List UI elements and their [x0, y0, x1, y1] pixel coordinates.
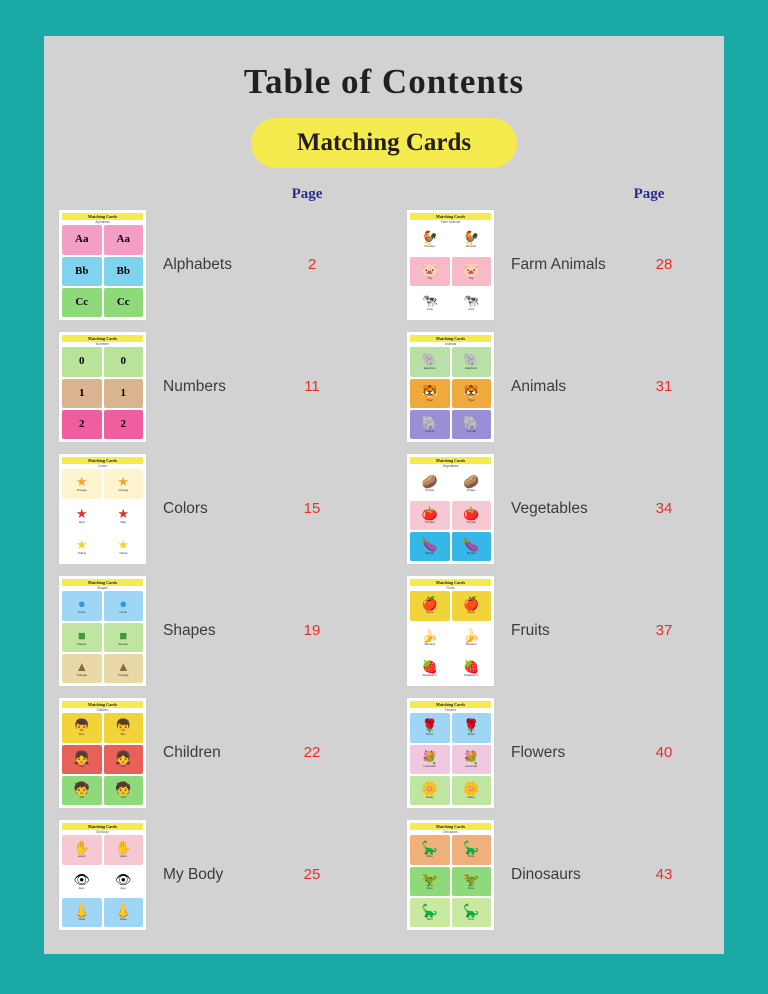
- thumbnail-cell-glyph: 🦖: [463, 871, 480, 887]
- thumbnail-cell-caption: Strawberry: [463, 673, 479, 678]
- thumbnail-cell: [410, 898, 450, 927]
- thumbnail-cell: [104, 776, 144, 805]
- thumbnail-cell-glyph: 🐄: [421, 293, 438, 309]
- contents-entry-label[interactable]: Vegetables: [511, 499, 588, 517]
- thumbnail-cell: [410, 835, 450, 864]
- thumbnail-cell: [452, 776, 492, 805]
- thumbnail-cell-glyph: Aa: [116, 233, 130, 246]
- thumbnail-cell: [62, 591, 102, 620]
- thumbnail-cell: [410, 469, 450, 498]
- thumbnail-cell-glyph: ★: [117, 537, 130, 553]
- thumbnail-cell-glyph: 🦖: [421, 871, 438, 887]
- thumbnail-cell: [104, 591, 144, 620]
- thumbnail-cell-glyph: ▲: [116, 659, 130, 675]
- thumbnail-cell-caption: Dino: [426, 885, 433, 890]
- card-thumbnail-shapes[interactable]: [58, 575, 147, 687]
- thumbnail-cell-caption: Girl: [120, 763, 126, 768]
- contents-entry-page-number[interactable]: 25: [303, 866, 321, 883]
- card-thumbnail-farm-animals[interactable]: [406, 209, 495, 321]
- thumbnail-cell: [62, 501, 102, 530]
- contents-row[interactable]: [44, 692, 384, 813]
- thumbnail-cell-glyph: ▲: [75, 659, 89, 675]
- thumbnail-grid: [62, 835, 143, 927]
- thumbnail-cell-glyph: 👦: [73, 718, 90, 734]
- thumbnail-cell-glyph: 🐯: [463, 383, 480, 399]
- thumbnail-cell-caption: Animal: [425, 429, 435, 434]
- contents-row[interactable]: [384, 570, 724, 691]
- contents-entry-label[interactable]: Farm Animals: [511, 255, 606, 273]
- thumbnail-title: Matching Cards: [410, 701, 491, 708]
- thumbnail-cell-caption: Dino: [468, 885, 475, 890]
- thumbnail-subtitle: Shapes: [62, 586, 143, 592]
- thumbnail-cell-glyph: 🧒: [115, 781, 132, 797]
- contents-entry-page-number[interactable]: 28: [655, 256, 673, 273]
- thumbnail-cell-glyph: 🐓: [421, 230, 438, 246]
- thumbnail-cell-glyph: 🥔: [463, 474, 480, 490]
- thumbnail-cell: [104, 532, 144, 561]
- thumbnail-cell-glyph: 👁: [114, 871, 132, 887]
- thumbnail-cell-caption: Cow: [426, 307, 433, 312]
- thumbnail-cell: [62, 347, 102, 376]
- thumbnail-cell-glyph: 🐷: [463, 261, 480, 277]
- thumbnail-cell: [62, 654, 102, 683]
- thumbnail-cell-caption: Pig: [427, 275, 432, 280]
- thumbnail-cell: [104, 257, 144, 286]
- thumbnail-cell-caption: Yellow: [77, 551, 87, 556]
- thumbnail-grid: [62, 713, 143, 805]
- contents-row[interactable]: [384, 692, 724, 813]
- thumbnail-cell-caption: Lavender: [423, 763, 436, 768]
- thumbnail-cell-caption: Nose: [78, 917, 86, 922]
- thumbnail-grid: [62, 591, 143, 683]
- thumbnail-cell: [104, 835, 144, 864]
- thumbnail-cell-caption: Yellow: [118, 551, 128, 556]
- thumbnail-cell-caption: Eye: [79, 885, 85, 890]
- thumbnail-cell-caption: Kid: [79, 795, 84, 800]
- thumbnail-cell-glyph: 🌼: [463, 781, 480, 797]
- thumbnail-cell-caption: Tiger: [467, 397, 475, 402]
- card-thumbnail-children[interactable]: [58, 697, 147, 809]
- thumbnail-cell-glyph: 🐘: [463, 352, 480, 368]
- contents-column-right: [384, 186, 724, 935]
- thumbnail-cell-caption: Boy: [79, 732, 85, 737]
- thumbnail-cell-glyph: 🧒: [73, 781, 90, 797]
- thumbnail-cell-caption: Boy: [120, 732, 126, 737]
- thumbnail-cell: [452, 347, 492, 376]
- thumbnail-cell-caption: Rooster: [465, 244, 477, 249]
- thumbnail-cell-caption: Orange: [76, 488, 87, 493]
- thumbnail-cell-glyph: ★: [75, 537, 88, 553]
- thumbnail-cell: [104, 623, 144, 652]
- card-thumbnail-colors[interactable]: [58, 453, 147, 565]
- thumbnail-cell-glyph: Cc: [75, 296, 89, 309]
- thumbnail-cell-glyph: 🍆: [463, 537, 480, 553]
- contents-column-left: [44, 186, 384, 935]
- thumbnail-cell: [104, 501, 144, 530]
- thumbnail-cell-glyph: 1: [79, 386, 85, 399]
- thumbnail-cell-caption: Hand: [119, 854, 127, 859]
- thumbnail-grid: [62, 347, 143, 439]
- thumbnail-cell: [104, 654, 144, 683]
- contents-columns: [44, 186, 724, 935]
- thumbnail-cell-glyph: 👃: [115, 903, 132, 919]
- thumbnail-cell: [410, 225, 450, 254]
- thumbnail-cell-caption: Orange: [118, 488, 129, 493]
- thumbnail-cell: [410, 745, 450, 774]
- thumbnail-cell: [104, 288, 144, 317]
- thumbnail-cell-glyph: 🍌: [463, 627, 480, 643]
- thumbnail-cell-caption: Dino: [468, 854, 475, 859]
- thumbnail-cell-caption: Girl: [79, 763, 85, 768]
- contents-entry-page-number[interactable]: 37: [655, 622, 673, 639]
- thumbnail-cell-caption: Banana: [466, 641, 477, 646]
- contents-entry-label[interactable]: My Body: [163, 865, 224, 883]
- page-title: Table of Contents: [243, 62, 525, 101]
- thumbnail-cell-glyph: ●: [77, 596, 86, 612]
- thumbnail-cell-glyph: 👁: [73, 871, 90, 887]
- contents-entry-label[interactable]: Flowers: [511, 743, 566, 761]
- page-column-header-right: Page: [633, 186, 665, 202]
- contents-entry-page-number[interactable]: 43: [655, 866, 673, 883]
- thumbnail-cell: [410, 347, 450, 376]
- thumbnail-cell-glyph: 🍅: [421, 505, 438, 521]
- thumbnail-cell-glyph: 👃: [73, 903, 90, 919]
- thumbnail-title: Matching Cards: [62, 213, 143, 220]
- thumbnail-cell-caption: Triangle: [76, 673, 88, 678]
- thumbnail-cell-glyph: 🍌: [421, 627, 438, 643]
- thumbnail-subtitle: Vegetables: [410, 464, 491, 470]
- card-thumbnail-dinosaurs[interactable]: [406, 819, 495, 931]
- thumbnail-grid: [410, 591, 491, 683]
- thumbnail-cell-caption: Square: [76, 641, 87, 646]
- thumbnail-cell: [410, 776, 450, 805]
- contents-entry-page-number[interactable]: 31: [655, 378, 673, 395]
- thumbnail-cell: [452, 745, 492, 774]
- thumbnail-cell: [410, 867, 450, 896]
- contents-row[interactable]: [44, 326, 384, 447]
- thumbnail-cell-glyph: 1: [120, 386, 126, 399]
- thumbnail-cell-glyph: 🦕: [463, 840, 480, 856]
- contents-entry-label[interactable]: Children: [163, 743, 221, 761]
- thumbnail-cell: [452, 532, 492, 561]
- thumbnail-cell-glyph: 🐓: [463, 230, 480, 246]
- thumbnail-cell-caption: Hand: [78, 854, 86, 859]
- thumbnail-cell: [410, 713, 450, 742]
- thumbnail-cell: [410, 501, 450, 530]
- thumbnail-cell-caption: Strawberry: [422, 673, 437, 678]
- thumbnail-subtitle: Children: [62, 708, 143, 714]
- thumbnail-cell: [410, 654, 450, 683]
- thumbnail-cell-caption: Red: [78, 519, 85, 524]
- thumbnail-cell-glyph: ★: [75, 505, 88, 521]
- contents-row[interactable]: [44, 448, 384, 569]
- thumbnail-cell-glyph: 👦: [115, 718, 132, 734]
- thumbnail-cell: [452, 623, 492, 652]
- thumbnail-cell-caption: Brinjal: [467, 551, 476, 556]
- thumbnail-cell: [104, 410, 144, 439]
- thumbnail-cell-glyph: 🌹: [421, 718, 438, 734]
- thumbnail-subtitle: Colors: [62, 464, 143, 470]
- thumbnail-title: Matching Cards: [62, 335, 143, 342]
- thumbnail-title: Matching Cards: [410, 213, 491, 220]
- contents-row[interactable]: [44, 814, 384, 935]
- thumbnail-cell-caption: Apple: [425, 610, 434, 615]
- thumbnail-cell-glyph: 🌹: [463, 718, 480, 734]
- thumbnail-cell-glyph: 🐘: [421, 415, 438, 431]
- thumbnail-subtitle: Fruits: [410, 586, 491, 592]
- thumbnail-cell-caption: Pig: [469, 275, 474, 280]
- thumbnail-cell-caption: Daisy: [467, 795, 475, 800]
- thumbnail-cell-caption: Nose: [119, 917, 127, 922]
- card-thumbnail-animals[interactable]: [406, 331, 495, 443]
- thumbnail-cell: [62, 379, 102, 408]
- card-thumbnail-my-body[interactable]: [58, 819, 147, 931]
- thumbnail-cell-caption: Dino: [426, 854, 433, 859]
- thumbnail-cell: [452, 288, 492, 317]
- thumbnail-cell-glyph: 🐷: [421, 261, 438, 277]
- thumbnail-cell-caption: Elephant: [423, 366, 436, 371]
- thumbnail-cell: [104, 469, 144, 498]
- thumbnail-cell-glyph: 🥔: [421, 474, 438, 490]
- thumbnail-cell-caption: Lavender: [464, 763, 478, 768]
- thumbnail-cell-glyph: 🐘: [463, 415, 480, 431]
- thumbnail-cell: [62, 867, 102, 896]
- thumbnail-cell: [452, 867, 492, 896]
- thumbnail-cell-glyph: 👧: [73, 749, 90, 765]
- contents-entry-label[interactable]: Fruits: [511, 621, 550, 639]
- card-thumbnail-fruits[interactable]: [406, 575, 495, 687]
- contents-entry-page-number[interactable]: 11: [304, 378, 320, 395]
- thumbnail-cell-caption: Potato: [466, 488, 476, 493]
- thumbnail-cell: [62, 835, 102, 864]
- thumbnail-cell: [104, 713, 144, 742]
- thumbnail-cell-glyph: ★: [75, 474, 88, 490]
- thumbnail-cell-glyph: 🍆: [421, 537, 438, 553]
- thumbnail-grid: [410, 225, 491, 317]
- thumbnail-cell-glyph: ✋: [73, 840, 90, 856]
- thumbnail-cell-caption: Daisy: [425, 795, 434, 800]
- thumbnail-cell: [104, 745, 144, 774]
- thumbnail-cell-glyph: 2: [120, 418, 126, 431]
- thumbnail-cell-glyph: ✋: [115, 840, 132, 856]
- thumbnail-cell-glyph: 🐄: [463, 293, 480, 309]
- thumbnail-subtitle: Alphabets: [62, 220, 143, 226]
- thumbnail-cell-glyph: 🍅: [463, 505, 480, 521]
- page-column-header-left: Page: [291, 186, 323, 202]
- thumbnail-cell: [452, 225, 492, 254]
- contents-row[interactable]: [384, 448, 724, 569]
- thumbnail-cell-glyph: 💐: [421, 749, 438, 765]
- thumbnail-cell: [104, 347, 144, 376]
- contents-entry-label[interactable]: Alphabets: [163, 255, 232, 273]
- card-thumbnail-flowers[interactable]: [406, 697, 495, 809]
- thumbnail-cell-caption: Circle: [77, 610, 86, 615]
- contents-row[interactable]: [44, 204, 384, 325]
- thumbnail-cell-glyph: 🦕: [463, 903, 480, 919]
- thumbnail-cell-caption: Circle: [119, 610, 128, 615]
- thumbnail-cell-caption: Square: [118, 641, 129, 646]
- thumbnail-cell-glyph: 🍓: [463, 659, 480, 675]
- card-thumbnail-alphabets[interactable]: [58, 209, 147, 321]
- thumbnail-cell: [410, 379, 450, 408]
- thumbnail-cell-glyph: 💐: [463, 749, 480, 765]
- thumbnail-cell-caption: Dino: [426, 917, 433, 922]
- thumbnail-cell-caption: Rooster: [424, 244, 435, 249]
- thumbnail-cell-caption: Eye: [120, 885, 126, 890]
- thumbnail-cell: [452, 410, 492, 439]
- thumbnail-cell: [62, 469, 102, 498]
- contents-entry-label[interactable]: Colors: [163, 499, 208, 517]
- document-page: [44, 36, 724, 954]
- thumbnail-title: Matching Cards: [410, 335, 491, 342]
- thumbnail-cell: [410, 623, 450, 652]
- contents-entry-page-number[interactable]: 40: [655, 744, 673, 761]
- thumbnail-cell-caption: Brinjal: [425, 551, 434, 556]
- thumbnail-cell-caption: Tiger: [426, 397, 434, 402]
- contents-row[interactable]: [44, 570, 384, 691]
- thumbnail-cell-glyph: Bb: [75, 264, 89, 277]
- card-thumbnail-numbers[interactable]: [58, 331, 147, 443]
- thumbnail-cell-glyph: 🐯: [421, 383, 438, 399]
- thumbnail-cell: [452, 469, 492, 498]
- thumbnail-cell: [410, 591, 450, 620]
- subtitle-badge: Matching Cards: [251, 118, 517, 168]
- thumbnail-title: Matching Cards: [410, 823, 491, 830]
- thumbnail-cell: [104, 225, 144, 254]
- thumbnail-cell-caption: Potato: [425, 488, 435, 493]
- thumbnail-title: Matching Cards: [62, 823, 143, 830]
- thumbnail-cell: [104, 867, 144, 896]
- thumbnail-cell-caption: Rose: [467, 732, 475, 737]
- thumbnail-cell-caption: Elephant: [465, 366, 478, 371]
- thumbnail-cell-caption: Tomato: [424, 519, 435, 524]
- thumbnail-grid: [410, 835, 491, 927]
- thumbnail-title: Matching Cards: [62, 701, 143, 708]
- thumbnail-cell: [410, 288, 450, 317]
- thumbnail-cell: [62, 225, 102, 254]
- contents-row[interactable]: [384, 814, 724, 935]
- thumbnail-cell: [62, 898, 102, 927]
- thumbnail-cell-caption: Kid: [121, 795, 126, 800]
- thumbnail-cell-caption: Animal: [466, 429, 476, 434]
- thumbnail-cell-caption: Apple: [467, 610, 476, 615]
- thumbnail-title: Matching Cards: [410, 457, 491, 464]
- thumbnail-subtitle: Animals: [410, 342, 491, 348]
- thumbnail-cell: [62, 623, 102, 652]
- thumbnail-grid: [410, 713, 491, 805]
- contents-entry-page-number[interactable]: 19: [303, 622, 321, 639]
- contents-entry-label[interactable]: Numbers: [163, 377, 226, 395]
- thumbnail-subtitle: Dinosaurs: [410, 830, 491, 836]
- contents-entry-page-number[interactable]: 15: [303, 500, 321, 517]
- thumbnail-cell-caption: Banana: [424, 641, 435, 646]
- thumbnail-cell-glyph: 🍎: [463, 596, 480, 612]
- thumbnail-cell: [62, 532, 102, 561]
- thumbnail-cell: [452, 257, 492, 286]
- contents-entry-label[interactable]: Shapes: [163, 621, 216, 639]
- thumbnail-grid: [410, 347, 491, 439]
- thumbnail-cell-glyph: 🐘: [421, 352, 438, 368]
- thumbnail-cell-glyph: 👧: [115, 749, 132, 765]
- thumbnail-cell-glyph: Cc: [116, 296, 130, 309]
- thumbnail-grid: [410, 469, 491, 561]
- thumbnail-subtitle: Flowers: [410, 708, 491, 714]
- thumbnail-cell-glyph: 🌼: [421, 781, 438, 797]
- thumbnail-cell-glyph: 2: [79, 418, 85, 431]
- contents-entry-label[interactable]: Dinosaurs: [511, 865, 581, 883]
- card-thumbnail-vegetables[interactable]: [406, 453, 495, 565]
- contents-entry-page-number[interactable]: 34: [655, 500, 673, 517]
- thumbnail-cell-glyph: ■: [77, 627, 86, 643]
- thumbnail-cell: [62, 257, 102, 286]
- thumbnail-cell: [104, 898, 144, 927]
- thumbnail-cell-caption: Cow: [468, 307, 475, 312]
- thumbnail-cell-caption: Rose: [426, 732, 434, 737]
- contents-entry-page-number[interactable]: 22: [303, 744, 321, 761]
- thumbnail-cell-caption: Tomato: [466, 519, 477, 524]
- thumbnail-cell: [104, 379, 144, 408]
- thumbnail-cell: [452, 654, 492, 683]
- thumbnail-cell-caption: Red: [120, 519, 126, 524]
- thumbnail-cell: [62, 410, 102, 439]
- thumbnail-cell-caption: Dino: [468, 917, 475, 922]
- thumbnail-cell-caption: Triangle: [117, 673, 129, 678]
- thumbnail-cell-glyph: 🦕: [421, 903, 438, 919]
- thumbnail-cell: [452, 501, 492, 530]
- thumbnail-cell-glyph: 🍎: [421, 596, 438, 612]
- thumbnail-cell: [62, 776, 102, 805]
- thumbnail-subtitle: My Body: [62, 830, 143, 836]
- thumbnail-cell-glyph: Aa: [75, 233, 89, 246]
- thumbnail-cell: [410, 410, 450, 439]
- thumbnail-cell-glyph: 0: [120, 355, 126, 368]
- thumbnail-title: Matching Cards: [62, 457, 143, 464]
- thumbnail-cell-glyph: ★: [117, 505, 130, 521]
- thumbnail-subtitle: Numbers: [62, 342, 143, 348]
- thumbnail-cell-glyph: ★: [117, 474, 130, 490]
- thumbnail-title: Matching Cards: [62, 579, 143, 586]
- thumbnail-cell-glyph: ■: [119, 627, 128, 643]
- thumbnail-cell: [452, 835, 492, 864]
- thumbnail-cell-glyph: Bb: [116, 264, 130, 277]
- thumbnail-cell: [452, 898, 492, 927]
- thumbnail-cell: [62, 288, 102, 317]
- thumbnail-cell: [62, 745, 102, 774]
- thumbnail-cell: [452, 713, 492, 742]
- contents-entry-label[interactable]: Animals: [511, 377, 567, 395]
- thumbnail-cell-glyph: 0: [79, 355, 85, 368]
- thumbnail-cell: [410, 532, 450, 561]
- thumbnail-cell: [62, 713, 102, 742]
- thumbnail-cell-glyph: 🦕: [421, 840, 438, 856]
- thumbnail-cell: [452, 591, 492, 620]
- thumbnail-grid: [62, 225, 143, 317]
- thumbnail-cell-glyph: 🍓: [421, 659, 438, 675]
- contents-row[interactable]: [384, 326, 724, 447]
- thumbnail-cell-glyph: ●: [119, 596, 128, 612]
- thumbnail-subtitle: Farm Animals: [410, 220, 491, 226]
- thumbnail-cell: [452, 379, 492, 408]
- subtitle-container: [44, 118, 724, 168]
- thumbnail-grid: [62, 469, 143, 561]
- thumbnail-title: Matching Cards: [410, 579, 491, 586]
- thumbnail-cell: [410, 257, 450, 286]
- contents-row[interactable]: [384, 204, 724, 325]
- contents-entry-page-number[interactable]: 2: [307, 256, 317, 273]
